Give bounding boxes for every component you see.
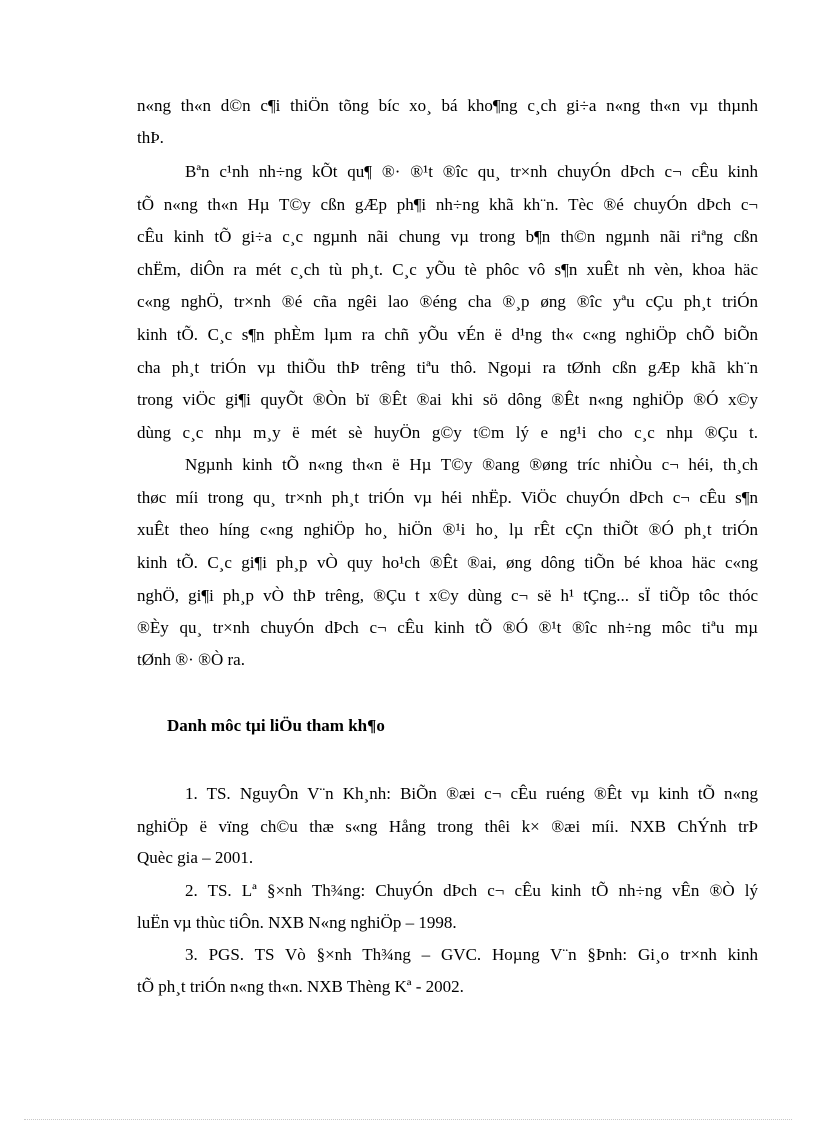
reference-line: tÕ ph¸t triÓn n«ng th«n. NXB Thèng Kª - 2002. <box>137 977 464 996</box>
paragraph-line: Ngµnh kinh tÕ n«ng th«n ë Hµ T©y ®ang ®øng tríc nhiÒu c¬ héi, th¸ch <box>185 455 758 474</box>
reference-line: 3. PGS. TS Vò §×nh Th¾ng – GVC. Hoµng V¨n §Þnh: Gi¸o tr×nh kinh <box>185 945 758 964</box>
paragraph-line: nghÖ, gi¶i ph¸p vÒ thÞ trêng, ®Çu t x©y dùng c¬ së h¹ tÇng... sÏ tiÕp tôc thóc <box>137 586 758 605</box>
paragraph-line: dùng c¸c nhµ m¸y ë mét sè huyÖn g©y t©m lý e ng¹i cho c¸c nhµ ®Çu t. <box>137 423 758 442</box>
references-heading: Danh môc tµi liÖu tham kh¶o <box>167 716 385 735</box>
paragraph-line: chËm, diÔn ra mét c¸ch tù ph¸t. C¸c yÕu tè phôc vô s¶n xuÊt nh vèn, khoa häc <box>137 260 758 279</box>
paragraph-line: trong viÖc gi¶i quyÕt ®Òn bï ®Êt ®ai khi sö dông ®Êt n«ng nghiÖp ®Ó x©y <box>137 390 758 409</box>
paragraph-line: kinh tÕ. C¸c gi¶i ph¸p vÒ quy ho¹ch ®Êt ®ai, øng dông tiÕn bé khoa häc c«ng <box>137 553 758 572</box>
page-bottom-rule <box>24 1119 792 1120</box>
paragraph-line: n«ng th«n d©n c¶i thiÖn tõng bíc xo¸ bá kho¶ng c¸ch gi÷a n«ng th«n vµ thµnh <box>137 96 758 115</box>
paragraph-line: thøc míi trong qu¸ tr×nh ph¸t triÓn vµ héi nhËp. ViÖc chuyÓn dÞch c¬ cÊu s¶n <box>137 488 758 507</box>
paragraph-line: tØnh ®· ®Ò ra. <box>137 650 245 669</box>
paragraph-line: kinh tÕ. C¸c s¶n phÈm lµm ra chñ yÕu vÉn ë d¹ng th« c«ng nghiÖp chÕ biÕn <box>137 325 758 344</box>
paragraph-line: cÊu kinh tÕ gi÷a c¸c ngµnh nãi chung vµ trong b¶n th©n ngµnh nãi riªng cßn <box>137 227 758 246</box>
paragraph-line: ®Èy qu¸ tr×nh chuyÓn dÞch c¬ cÊu kinh tÕ ®Ó ®¹t ®îc nh÷ng môc tiªu mµ <box>137 618 758 637</box>
reference-line: luËn vµ thùc tiÔn. NXB N«ng nghiÖp – 1998. <box>137 913 457 932</box>
paragraph-line: cha ph¸t triÓn vµ thiÕu thÞ trêng tiªu thô. Ngoµi ra tØnh cßn gÆp khã kh¨n <box>137 358 758 377</box>
reference-line: 2. TS. Lª §×nh Th¾ng: ChuyÓn dÞch c¬ cÊu kinh tÕ nh÷ng vÊn ®Ò lý <box>185 881 758 900</box>
paragraph-line: c«ng nghÖ, tr×nh ®é cña ngêi lao ®éng cha ®¸p øng ®îc yªu cÇu ph¸t triÓn <box>137 292 758 311</box>
paragraph-line: Bªn c¹nh nh÷ng kÕt qu¶ ®· ®¹t ®îc qu¸ tr×nh chuyÓn dÞch c¬ cÊu kinh <box>185 162 758 181</box>
paragraph-line: xuÊt theo híng c«ng nghiÖp ho¸ hiÖn ®¹i ho¸ lµ rÊt cÇn thiÕt ®Ó ph¸t triÓn <box>137 520 758 539</box>
paragraph-line: tÕ n«ng th«n Hµ T©y cßn gÆp ph¶i nh÷ng khã kh¨n. Tèc ®é chuyÓn dÞch c¬ <box>137 195 758 214</box>
reference-line: nghiÖp ë vïng ch©u thæ s«ng Hång trong thêi k× ®æi míi. NXB ChÝnh trÞ <box>137 817 758 836</box>
reference-line: Quèc gia – 2001. <box>137 848 254 867</box>
paragraph-line: thÞ. <box>137 128 164 147</box>
reference-line: 1. TS. NguyÔn V¨n Kh¸nh: BiÕn ®æi c¬ cÊu ruéng ®Êt vµ kinh tÕ n«ng <box>185 784 758 803</box>
